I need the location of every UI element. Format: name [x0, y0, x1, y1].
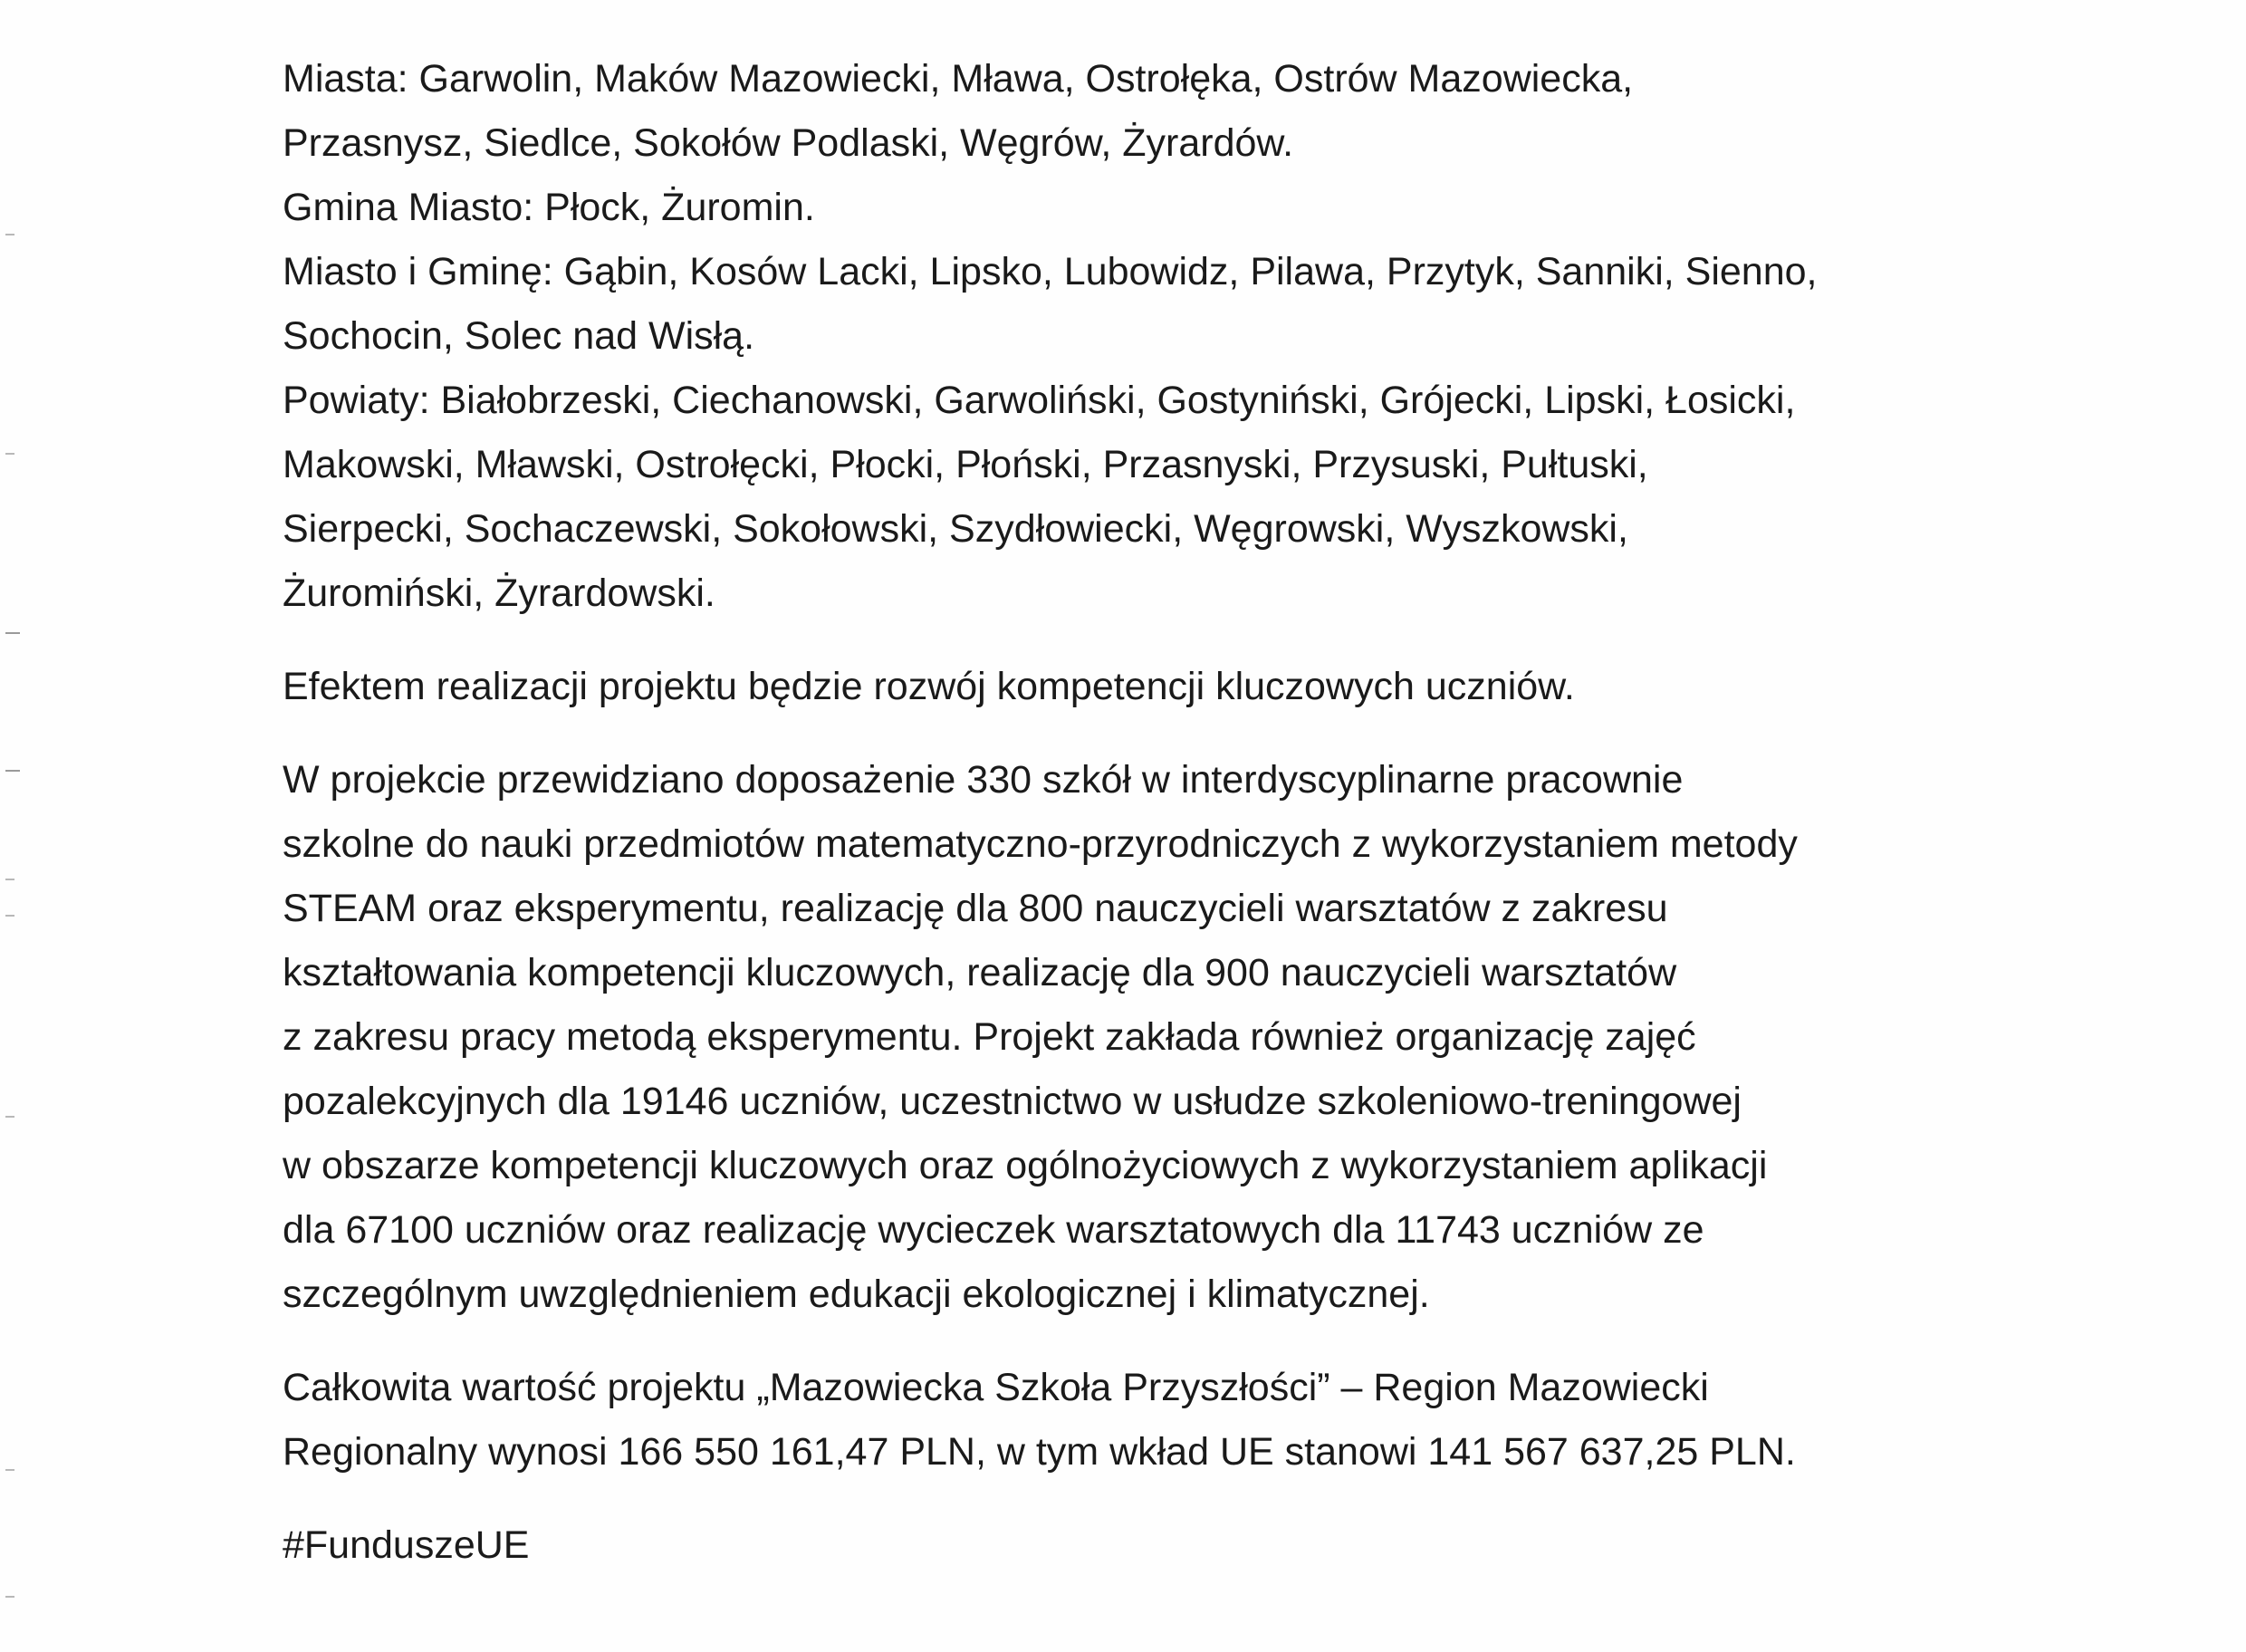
- text-line: w obszarze kompetencji kluczowych oraz ogólnożyciowych z wykorzystaniem aplikacji: [283, 1144, 1768, 1187]
- scan-tick: [5, 632, 20, 634]
- text-line: szczególnym uwzględnieniem edukacji ekologicznej i klimatycznej.: [283, 1273, 1430, 1316]
- text-line: Makowski, Mławski, Ostrołęcki, Płocki, Płoński, Przasnyski, Przysuski, Pułtuski,: [283, 443, 1648, 486]
- text-line: Przasnysz, Siedlce, Sokołów Podlaski, Węgrów, Żyrardów.: [283, 121, 1294, 165]
- text-line: STEAM oraz eksperymentu, realizację dla 800 nauczycieli warsztatów z zakresu: [283, 887, 1668, 930]
- text-line: pozalekcyjnych dla 19146 uczniów, uczestnictwo w usłudze szkoleniowo-treningowej: [283, 1080, 1742, 1123]
- text-line: Całkowita wartość projektu „Mazowiecka Szkoła Przyszłości” – Region Mazowiecki: [283, 1366, 1709, 1409]
- text-line: Sierpecki, Sochaczewski, Sokołowski, Szydłowiecki, Węgrowski, Wyszkowski,: [283, 507, 1628, 551]
- text-line: z zakresu pracy metodą eksperymentu. Projekt zakłada również organizację zajęć: [283, 1015, 1696, 1059]
- scope-paragraph: [283, 748, 2058, 1327]
- effect-paragraph: [283, 655, 2058, 719]
- text-line: Miasta: Garwolin, Maków Mazowiecki, Mława, Ostrołęka, Ostrów Mazowiecka,: [283, 57, 1634, 101]
- text-line: Powiaty: Białobrzeski, Ciechanowski, Garwoliński, Gostyniński, Grójecki, Lipski, Łosicki,: [283, 379, 1796, 422]
- text-line: Żuromiński, Żyrardowski.: [283, 571, 715, 615]
- scan-margin: [0, 0, 36, 1652]
- scan-tick: [5, 770, 20, 772]
- text-line: W projekcie przewidziano doposażenie 330 szkół w interdyscyplinarne pracownie: [283, 758, 1684, 802]
- scan-tick: [5, 879, 14, 880]
- scan-tick: [5, 1116, 14, 1118]
- project-value-paragraph: [283, 1356, 2058, 1484]
- text-line: Miasto i Gminę: Gąbin, Kosów Lacki, Lipsko, Lubowidz, Pilawa, Przytyk, Sanniki, Sienno,: [283, 250, 1818, 293]
- hashtag: #FunduszeUE: [283, 1523, 530, 1567]
- text-line: dla 67100 uczniów oraz realizację wycieczek warsztatowych dla 11743 uczniów ze: [283, 1208, 1704, 1252]
- text-line: Regionalny wynosi 166 550 161,47 PLN, w tym wkład UE stanowi 141 567 637,25 PLN.: [283, 1430, 1796, 1474]
- text-line: szkolne do nauki przedmiotów matematyczno-przyrodniczych z wykorzystaniem metody: [283, 822, 1798, 866]
- scan-tick: [5, 1596, 14, 1598]
- text-line: Efektem realizacji projektu będzie rozwój kompetencji kluczowych uczniów.: [283, 665, 1575, 708]
- scan-tick: [5, 234, 14, 235]
- scan-tick: [5, 915, 14, 917]
- text-line: kształtowania kompetencji kluczowych, realizację dla 900 nauczycieli warsztatów: [283, 951, 1677, 994]
- document-body: [283, 47, 2058, 1578]
- locations-paragraph: [283, 47, 2058, 626]
- text-line: Sochocin, Solec nad Wisłą.: [283, 314, 755, 358]
- scan-tick: [5, 453, 14, 455]
- scan-tick: [5, 1469, 14, 1471]
- text-line: Gmina Miasto: Płock, Żuromin.: [283, 186, 815, 229]
